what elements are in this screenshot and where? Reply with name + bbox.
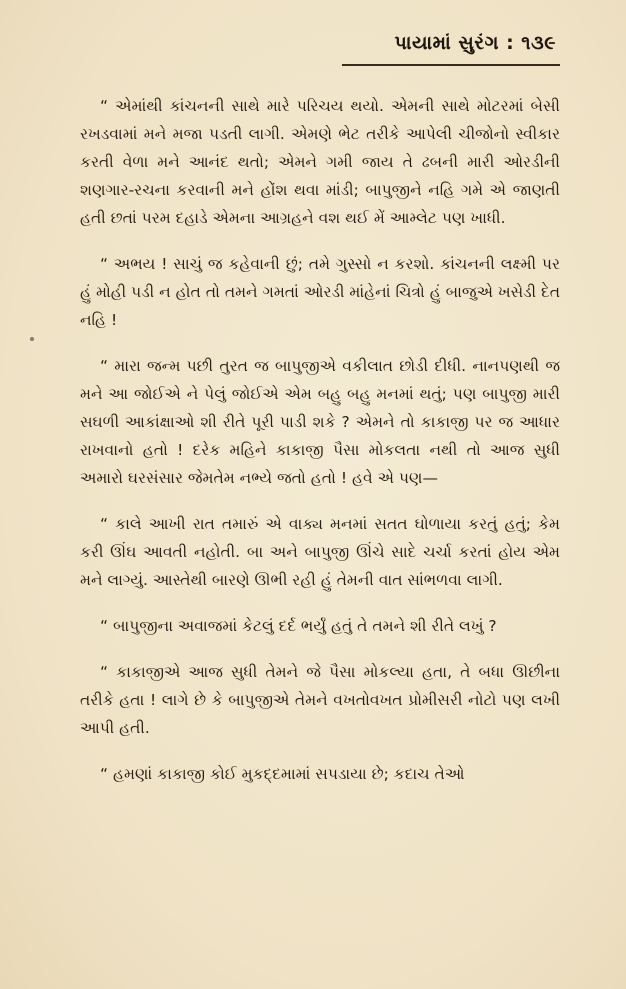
page-speck	[30, 337, 34, 341]
paragraph-4: “ કાલે આખી રાત તમારું એ વાક્ય મનમાં સતત ઘોળાયા કરતું હતું; કેમ કરી ઊંઘ આવતી નહોતી. બા અને બાપુજી ઊંચે સાદે ચર્ચા કરતાં હોય એમ મને લાગ્યું. આસ્તેથી બારણે ઊભી રહી હું તેમની વાત સાંભળવા લાગી.	[80, 515, 560, 589]
running-header: પાયામાં સુરંગ : ૧૩૯	[394, 32, 556, 54]
paragraph-1: “ એમાંથી કાંચનની સાથે મારે પરિચય થયો. એમની સાથે મોટરમાં બેસી રખડવામાં મને મજા પડતી લાગી. એમણે ભેટ તરીકે આપેલી ચીજોનો સ્વીકાર કરતી વેળા મને આનંદ થતો; એમને ગમી જાય તે ઢબની મારી ઓરડીની શણગાર-રચના કરવાની મને હોંશ થવા માંડી; બાપુજીને નહિ ગમે એ જાણતી હતી છતાં પરમ દહાડે એમના આગ્રહને વશ થઈ મેં આમ્લેટ પણ ખાધી.	[80, 97, 560, 227]
paragraph-7: “ હમણાં કાકાજી કોઈ મુકદ્દમામાં સપડાયા છે; કદાચ તેઓ	[100, 765, 465, 783]
paragraph-3: “ મારા જન્મ પછી તુરત જ બાપુજીએ વકીલાત છોડી દીધી. નાનપણથી જ મને આ જોઈએ ને પેલું જોઈએ એમ બહુ બહુ મનમાં થતું; પણ બાપુજી મારી સઘળી આકાંક્ષાઓ શી રીતે પૂરી પાડી શકે ? એમને તો કાકાજી પર જ આધાર રાખવાનો હતો ! દરેક મહિને કાકાજી પૈસા મોકલતા નથી તો આજ સુધી અમારો ઘરસંસાર જેમતેમ નભ્યે જતો હતો ! હવે એ પણ—	[80, 357, 560, 487]
paragraph-2: “ અભય ! સાચું જ કહેવાની છું; તમે ગુસ્સો ન કરશો. કાંચનની લક્ષ્મી પર હું મોહી પડી ન હોત તો તમને ગમતાં ઓરડી માંહેનાં ચિત્રો હું બાજુએ ખસેડી દેત નહિ !	[80, 255, 560, 329]
paragraph-5: “ બાપુજીના અવાજમાં કેટલું દર્દ ભર્યું હતું તે તમને શી રીતે લખું ?	[100, 617, 497, 635]
paragraph-6: “ કાકાજીએ આજ સુધી તેમને જે પૈસા મોકલ્યા હતા, તે બધા ઊછીના તરીકે હતા ! લાગે છે કે બાપુજીએ તેમને વખતોવખત પ્રોમીસરી નોટો પણ લખી આપી હતી.	[80, 663, 560, 737]
body-text	[80, 92, 560, 806]
header-underline	[342, 64, 560, 66]
